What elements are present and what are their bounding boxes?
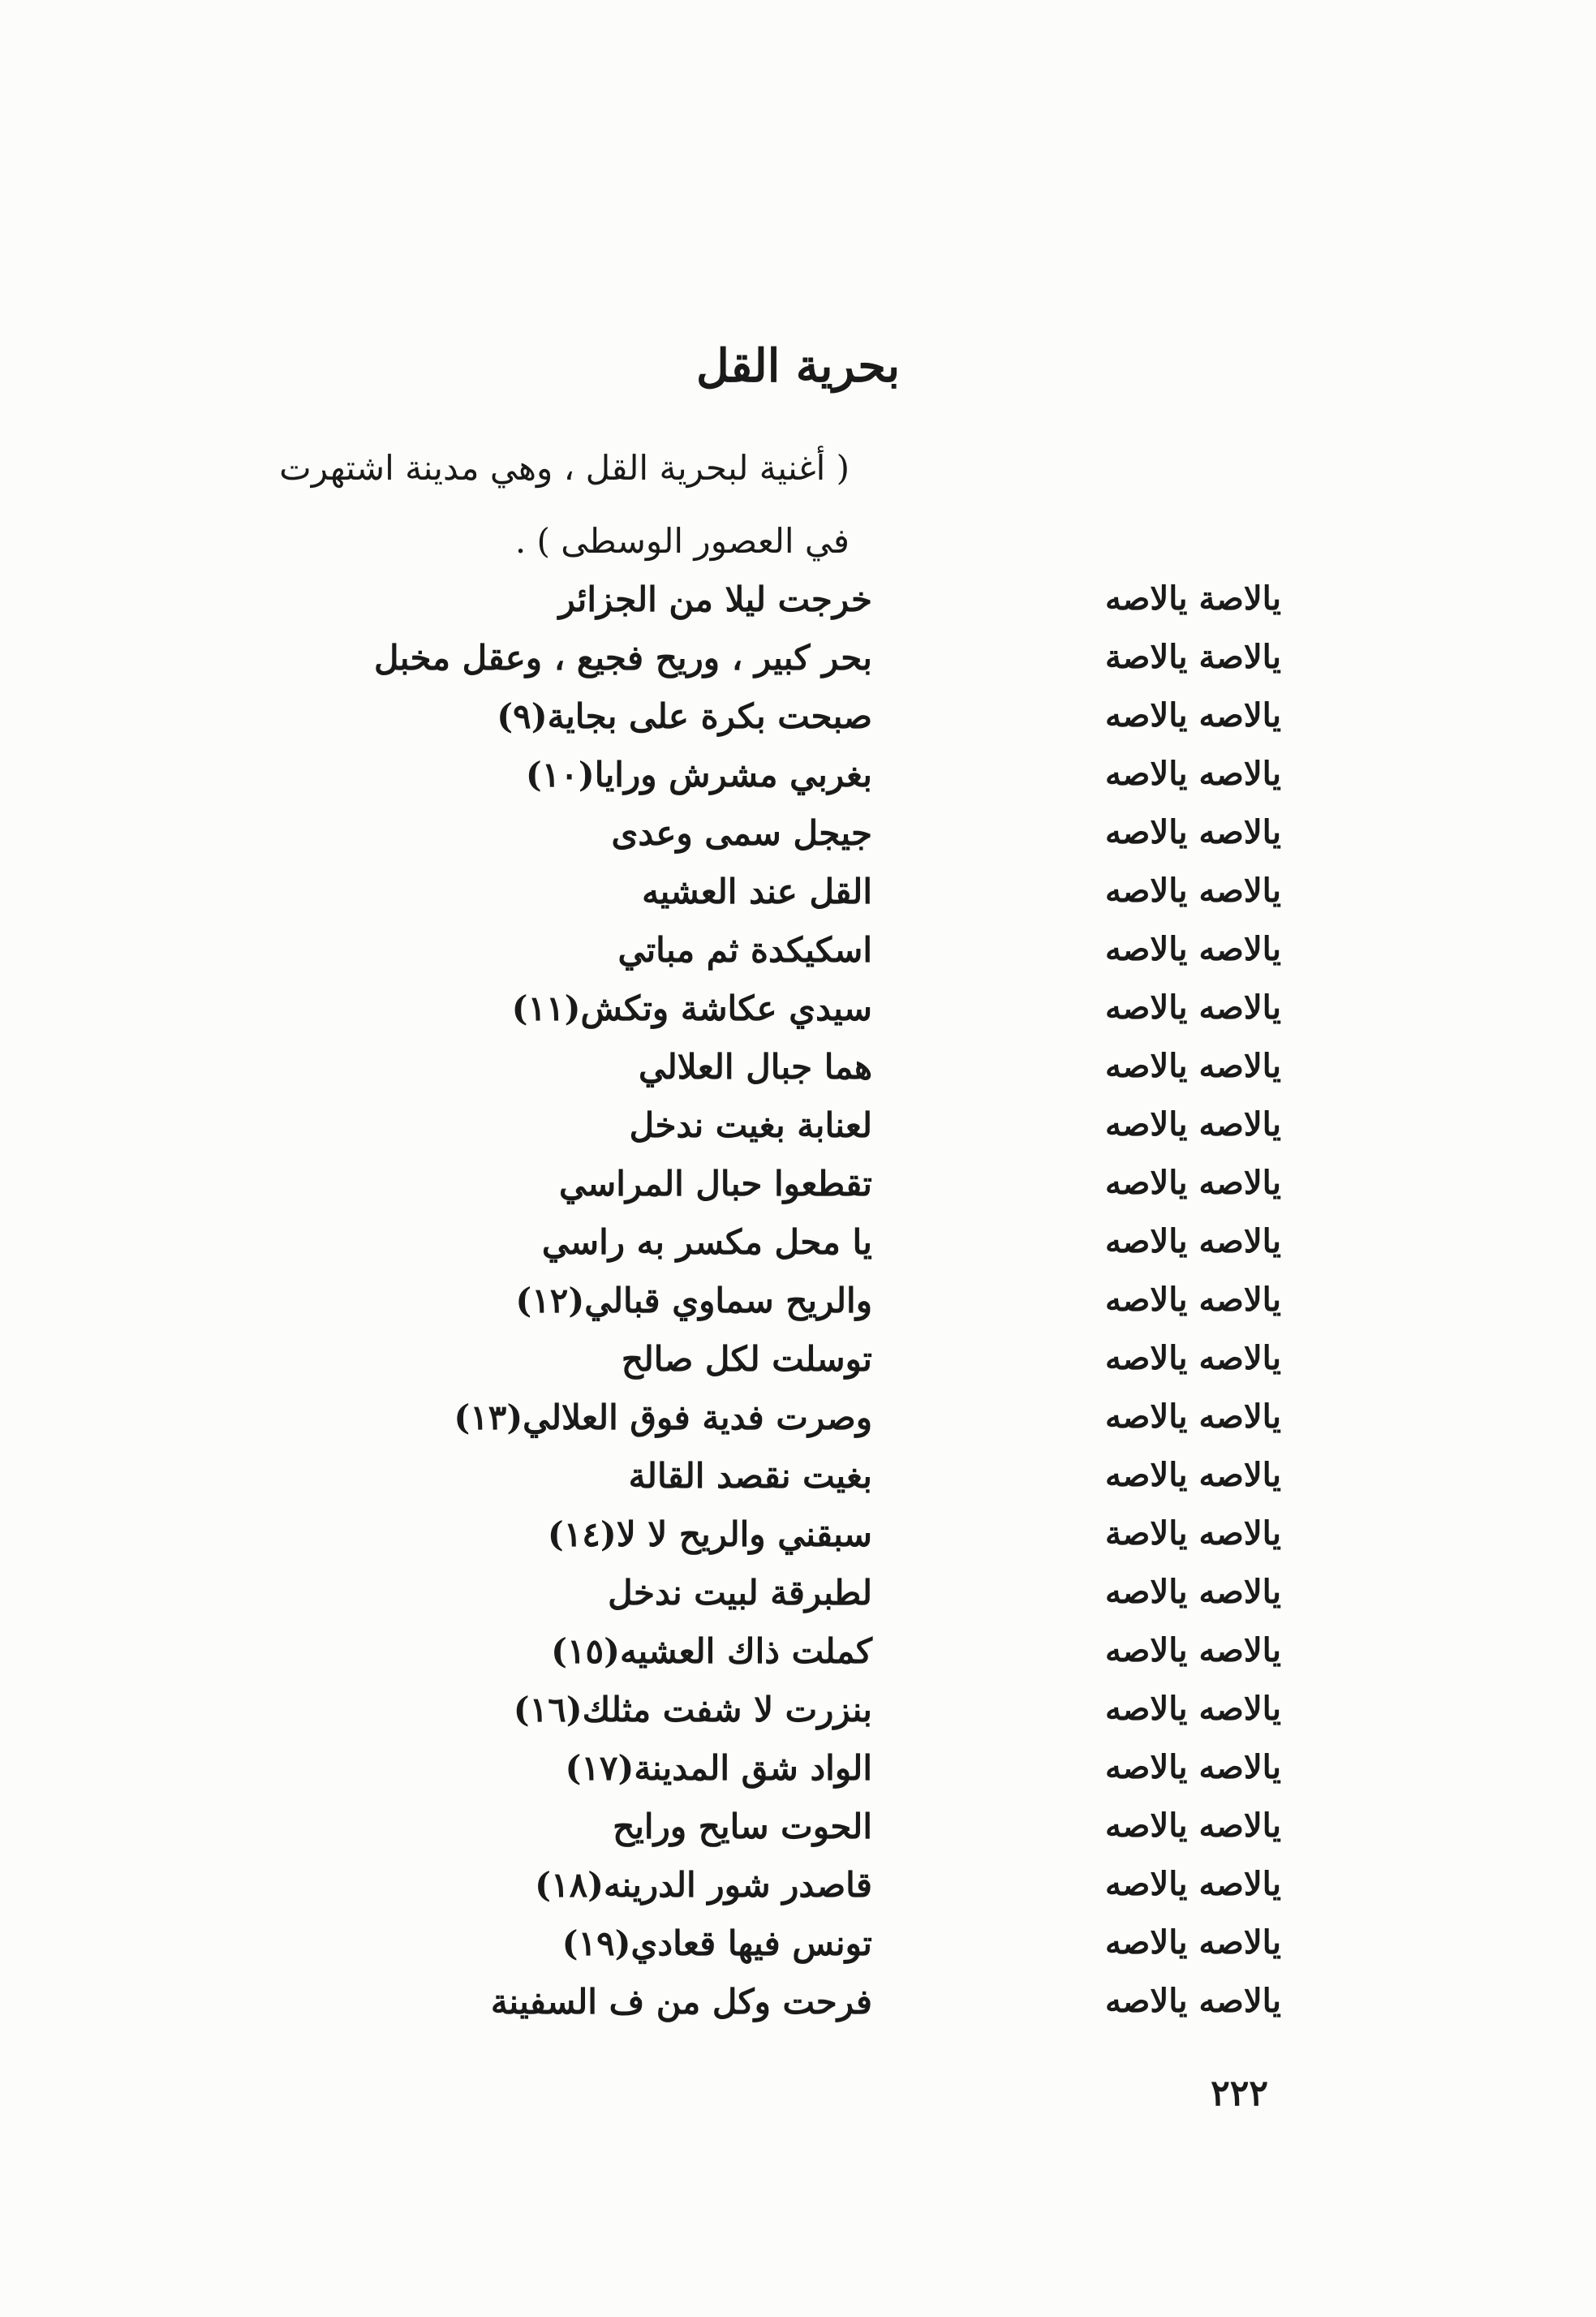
intro-line-1: ( أغنية لبحرية القل ، وهي مدينة اشتهرت: [279, 448, 850, 488]
verse-refrain: يالاصه يالاصه: [1104, 1631, 1281, 1669]
verse-text: بحر كبير ، وريح فجيع ، وعقل مخبل: [373, 638, 872, 678]
verse-row: [0, 1514, 1596, 1576]
verse-row: [0, 579, 1596, 641]
verse-row: [0, 1748, 1596, 1810]
verse-text: توسلت لكل صالح: [621, 1339, 872, 1379]
verse-text: والريح سماوي قبالي(١٢): [515, 1281, 872, 1320]
verse-row: [0, 1164, 1596, 1225]
verse-row: [0, 755, 1596, 816]
verse-text: قاصدر شور الدرينه(١٨): [535, 1865, 872, 1905]
verse-text: الحوت سايح ورايح: [613, 1807, 872, 1846]
verse-refrain: يالاصه يالاصه: [1104, 1164, 1281, 1202]
verse-row: [0, 1573, 1596, 1634]
page-number: ٢٢٢: [1211, 2073, 1268, 2114]
verse-text: صبحت بكرة على بجاية(٩): [497, 696, 872, 736]
verse-text: هما جبال العلالي: [638, 1047, 872, 1087]
verse-refrain: يالاصه يالاصه: [1104, 1105, 1281, 1143]
verse-text: تقطعوا حبال المراسي: [559, 1164, 872, 1204]
verse-row: [0, 930, 1596, 992]
verse-row: [0, 1923, 1596, 1985]
verse-text: القل عند العشيه: [642, 872, 872, 911]
verse-refrain: يالاصه يالاصه: [1104, 872, 1281, 910]
verse-row: [0, 1456, 1596, 1518]
verse-text: سيدي عكاشة وتكش(١١): [511, 988, 872, 1028]
verse-text: بغيت نقصد القالة: [628, 1456, 872, 1496]
verse-refrain: يالاصه يالاصة: [1104, 1514, 1281, 1553]
verse-row: [0, 638, 1596, 700]
verse-text: جيجل سمى وعدى: [611, 813, 872, 853]
verse-text: بنزرت لا شفت مثلك(١٦): [513, 1690, 872, 1729]
verse-refrain: يالاصه يالاصه: [1104, 988, 1281, 1027]
verse-refrain: يالاصه يالاصه: [1104, 1339, 1281, 1377]
verse-text: خرجت ليلا من الجزائر: [558, 579, 872, 619]
verse-row: [0, 1631, 1596, 1693]
verse-text: تونس فيها قعادي(١٩): [561, 1923, 872, 1963]
verse-text: فرحت وكل من ف السفينة: [490, 1982, 872, 2022]
verse-refrain: يالاصه يالاصه: [1104, 1690, 1281, 1728]
verse-refrain: يالاصه يالاصه: [1104, 1222, 1281, 1260]
verse-refrain: يالاصه يالاصه: [1104, 1982, 1281, 2020]
verse-refrain: يالاصه يالاصه: [1104, 1398, 1281, 1436]
verse-text: بغربي مشرش ورايا(١٠): [525, 755, 872, 795]
verse-refrain: يالاصه يالاصه: [1104, 696, 1281, 734]
verse-text: يا محل مكسر به راسي: [541, 1222, 872, 1262]
verse-row: [0, 1690, 1596, 1751]
verse-row: [0, 988, 1596, 1050]
verse-refrain: يالاصه يالاصه: [1104, 1865, 1281, 1903]
verse-refrain: يالاصه يالاصه: [1104, 930, 1281, 968]
verse-text: الواد شق المدينة(١٧): [565, 1748, 872, 1788]
verse-refrain: يالاصة يالاصه: [1104, 579, 1281, 618]
verse-row: [0, 1807, 1596, 1868]
verse-row: [0, 872, 1596, 933]
verse-refrain: يالاصه يالاصه: [1104, 1923, 1281, 1962]
verse-refrain: يالاصه يالاصه: [1104, 1047, 1281, 1085]
verse-row: [0, 696, 1596, 758]
verse-refrain: يالاصه يالاصه: [1104, 755, 1281, 793]
verse-row: [0, 1339, 1596, 1401]
verse-refrain: يالاصه يالاصه: [1104, 1281, 1281, 1319]
verse-row: [0, 813, 1596, 875]
verse-refrain: يالاصه يالاصه: [1104, 1748, 1281, 1786]
verse-text: كملت ذاك العشيه(١٥): [551, 1631, 872, 1671]
intro-line-2: في العصور الوسطى ) .: [514, 521, 850, 561]
verse-row: [0, 1222, 1596, 1284]
verse-refrain: يالاصة يالاصة: [1104, 638, 1281, 676]
verse-row: [0, 1105, 1596, 1167]
verse-row: [0, 1281, 1596, 1342]
verse-text: لعنابة بغيت ندخل: [629, 1105, 872, 1145]
poem-title: بحرية القل: [695, 339, 901, 393]
verse-text: اسكيكدة ثم مباتي: [617, 930, 872, 970]
verse-refrain: يالاصه يالاصه: [1104, 1573, 1281, 1611]
verse-row: [0, 1865, 1596, 1927]
verse-text: وصرت فدية فوق العلالي(١٣): [454, 1398, 872, 1437]
verse-refrain: يالاصه يالاصه: [1104, 813, 1281, 851]
verse-row: [0, 1398, 1596, 1459]
verse-refrain: يالاصه يالاصه: [1104, 1807, 1281, 1845]
verse-refrain: يالاصه يالاصه: [1104, 1456, 1281, 1494]
verse-row: [0, 1982, 1596, 2044]
verse-row: [0, 1047, 1596, 1109]
verse-text: لطبرقة لبيت ندخل: [608, 1573, 872, 1613]
verse-text: سبقني والريح لا لا(١٤): [547, 1514, 872, 1554]
